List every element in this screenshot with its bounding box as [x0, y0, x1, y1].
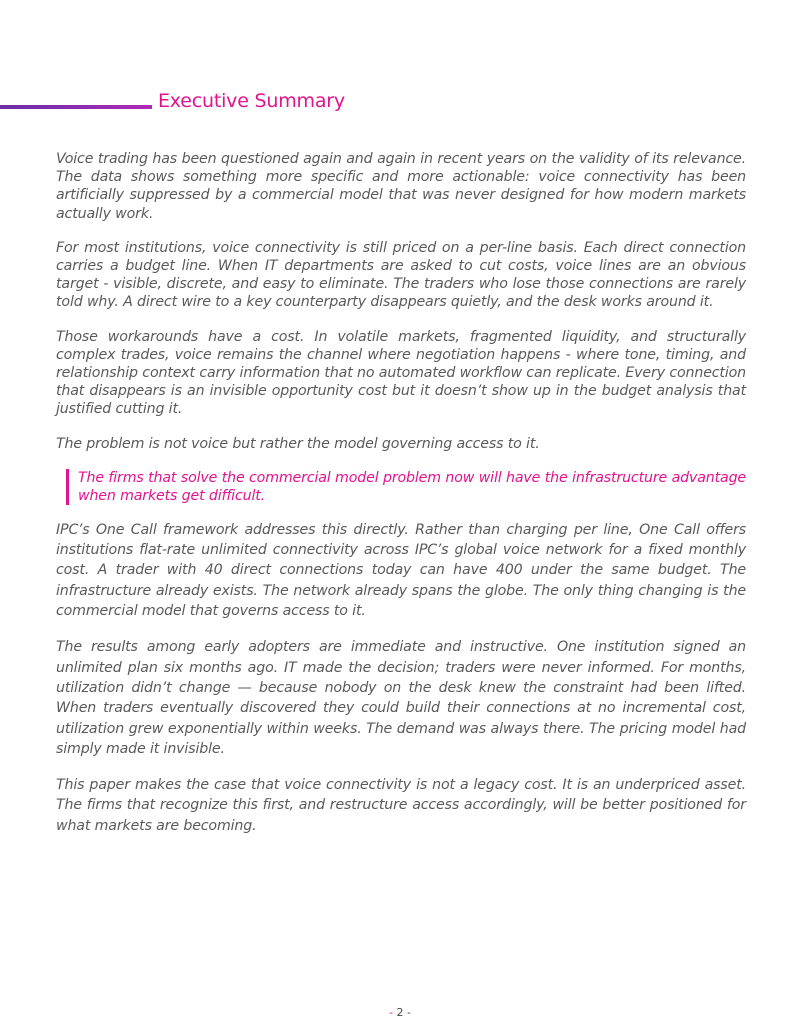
paragraph: The results among early adopters are immediate and instructive. One institution signed an unlimited plan six months ago. IT made the decision; traders were never informed. For months, utilization didn’t change — because nobody on the desk knew the constraint had been lifted. When traders eventually discovered they could build their connections at no incremental cost, utilization grew exponentially within weeks. The demand was always there. The pricing model had simply made it invisible. [56, 639, 746, 757]
paragraph: Those workarounds have a cost. In volatile markets, fragmented liquidity, and structurally complex trades, voice remains the channel where negotiation happens - where tone, timing, and relationship context carry information that no automated workflow can replicate. Every connection that disappears is an invisible opportunity cost but it doesn’t show up in the budget analysis that justified cutting it. [56, 328, 746, 418]
paragraph: IPC’s One Call framework addresses this directly. Rather than charging per line, One Call offers institutions flat-rate unlimited connectivity across IPC’s global voice network for a fixed monthly cost. A trader with 40 direct connections today can have 400 under the same budget. The infrastructure already exists. The network already spans the globe. The only thing changing is the commercial model that governs access to it. [56, 521, 746, 620]
section-title: Executive Summary [158, 90, 345, 112]
pull-quote: The firms that solve the commercial model problem now will have the infrastructure advantage when markets get difficult. [66, 469, 746, 505]
paragraph: Voice trading has been questioned again and again in recent years on the validity of its relevance. The data shows something more specific and more actionable: voice connectivity has been artificially suppressed by a commercial model that was never designed for how modern markets actually work. [56, 151, 746, 222]
paragraph: This paper makes the case that voice connectivity is not a legacy cost. It is an underpriced asset. The firms that recognize this first, and restructure access accordingly, will be better positioned for what markets are becoming. [56, 777, 746, 834]
header-rule [0, 105, 152, 109]
paragraph: The problem is not voice but rather the model governing access to it. [56, 435, 540, 452]
page-number-value: 2 [396, 1006, 404, 1019]
page-number-dash: - [407, 1006, 411, 1019]
document-body [56, 150, 746, 852]
page-number-dash: - [389, 1006, 393, 1019]
page-number [0, 1006, 800, 1019]
paragraph: For most institutions, voice connectivity is still priced on a per-line basis. Each direct connection carries a budget line. When IT departments are asked to cut costs, voice lines are an obvious target - visible, discrete, and easy to eliminate. The traders who lose those connections are rarely told why. A direct wire to a key counterparty disappears quietly, and the desk works around it. [56, 239, 746, 311]
